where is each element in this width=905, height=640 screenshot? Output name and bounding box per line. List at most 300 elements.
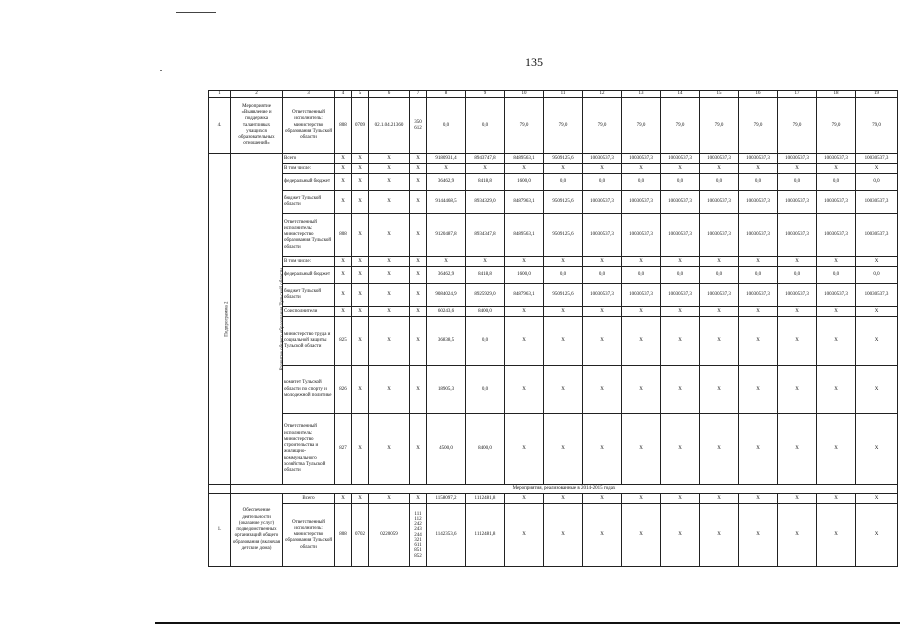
value-cell: 9509125,6 — [544, 284, 583, 307]
value-cell: 10030537,3 — [622, 191, 661, 214]
value-cell: 79,0 — [544, 98, 583, 154]
value-cell: Х — [856, 366, 898, 414]
value-cell: Х — [505, 317, 544, 366]
value-cell: 8489563,1 — [505, 154, 544, 164]
value-cell: 79,0 — [700, 98, 739, 154]
value-cell: 79,0 — [817, 98, 856, 154]
value-cell: 1600,0 — [505, 267, 544, 284]
row-label: Ответственный исполнитель: министерство строительства и жилищно-коммунального хозяйства Тульской области — [283, 414, 335, 485]
value-cell: Х — [856, 414, 898, 485]
column-number: 14 — [661, 91, 700, 98]
column-number: 16 — [739, 91, 778, 98]
value-cell: 0,0 — [466, 98, 505, 154]
column-number: 3 — [283, 91, 335, 98]
code-cell: 826 — [335, 366, 352, 414]
code-cell: 827 — [335, 414, 352, 485]
row-label: федеральный бюджет — [283, 174, 335, 191]
code-cell: Х — [369, 164, 410, 174]
value-cell: Х — [817, 164, 856, 174]
code-cell: Х — [352, 414, 369, 485]
value-cell: Х — [778, 164, 817, 174]
value-cell: 8418,8 — [466, 174, 505, 191]
value-cell: Х — [700, 317, 739, 366]
column-number: 15 — [700, 91, 739, 98]
value-cell: 79,0 — [778, 98, 817, 154]
value-cell: Х — [505, 307, 544, 317]
header-row — [209, 91, 898, 98]
value-cell: Х — [583, 494, 622, 504]
row-label: Ответственный исполнитель: министерство образования Тульской области — [283, 214, 335, 257]
value-cell: Х — [856, 317, 898, 366]
code-cell: Х — [369, 414, 410, 485]
column-number: 1 — [209, 91, 231, 98]
table-row — [209, 164, 898, 174]
value-cell: Х — [622, 366, 661, 414]
table-row — [209, 191, 898, 214]
value-cell: Х — [505, 257, 544, 267]
code-cell: Х — [410, 307, 427, 317]
value-cell: 10030537,3 — [661, 191, 700, 214]
value-cell: 8400,0 — [466, 414, 505, 485]
code-cell: 0702 — [352, 504, 369, 567]
value-cell: Х — [817, 366, 856, 414]
measure-name: Мероприятие «Выявление и поддержка талантливых учащихся образовательных отношений» — [231, 98, 283, 154]
value-cell: Х — [700, 504, 739, 567]
value-cell: Х — [700, 307, 739, 317]
value-cell: Х — [817, 307, 856, 317]
code-cell: 808 — [335, 504, 352, 567]
value-cell: Х — [661, 257, 700, 267]
value-cell: Х — [778, 317, 817, 366]
value-cell: Х — [583, 307, 622, 317]
code-cell: Х — [335, 494, 352, 504]
code-cell: Х — [352, 366, 369, 414]
value-cell: 10030537,3 — [778, 191, 817, 214]
row-label: бюджет Тульской области — [283, 284, 335, 307]
value-cell: 0,0 — [622, 267, 661, 284]
value-cell: Х — [817, 414, 856, 485]
code-cell: Х — [352, 284, 369, 307]
value-cell: 0,0 — [583, 267, 622, 284]
table-row — [209, 284, 898, 307]
value-cell: Х — [661, 414, 700, 485]
value-cell: Х — [661, 317, 700, 366]
value-cell: 10030537,3 — [700, 154, 739, 164]
value-cell: 10030537,3 — [739, 191, 778, 214]
code-list: 111 112 242 243 244 321 611 851 852 — [410, 504, 427, 567]
value-cell: 10030537,3 — [583, 214, 622, 257]
column-number: 6 — [369, 91, 410, 98]
executor-name: Ответственный исполнитель: министерство образования Тульской области — [283, 98, 335, 154]
code-cell: Х — [369, 366, 410, 414]
value-cell: Х — [778, 307, 817, 317]
row-label: В том числе: — [283, 257, 335, 267]
code-cell: Х — [410, 174, 427, 191]
code-cell: Х — [369, 257, 410, 267]
value-cell: 10030537,3 — [778, 154, 817, 164]
value-cell: Х — [739, 307, 778, 317]
value-cell: 10030537,3 — [583, 154, 622, 164]
value-cell: 10030537,3 — [817, 214, 856, 257]
code-cell: Х — [410, 414, 427, 485]
value-cell: 0,0 — [817, 174, 856, 191]
value-cell: Х — [739, 414, 778, 485]
value-cell: 0,0 — [739, 174, 778, 191]
code-cell: Х — [410, 284, 427, 307]
value-cell: Х — [739, 366, 778, 414]
value-cell: Х — [817, 504, 856, 567]
table-row — [209, 307, 898, 317]
value-cell: 0,0 — [661, 174, 700, 191]
value-cell: Х — [622, 307, 661, 317]
value-cell: Х — [505, 366, 544, 414]
value-cell: Х — [778, 257, 817, 267]
value-cell: 18905,3 — [427, 366, 466, 414]
value-cell: 10030537,3 — [700, 191, 739, 214]
code-cell: Х — [335, 257, 352, 267]
code-cell: Х — [352, 164, 369, 174]
table-row — [209, 267, 898, 284]
value-cell: 10030537,3 — [817, 191, 856, 214]
row-label: федеральный бюджет — [283, 267, 335, 284]
subprogram-name: Развитие общего образования Тульской области — [279, 268, 285, 371]
value-cell: Х — [583, 257, 622, 267]
value-cell: Х — [544, 366, 583, 414]
code-cell: Х — [369, 494, 410, 504]
table-row — [209, 98, 898, 154]
value-cell: 79,0 — [661, 98, 700, 154]
value-cell: Х — [778, 504, 817, 567]
value-cell: 60243,6 — [427, 307, 466, 317]
code-cell: Х — [352, 174, 369, 191]
code-cell: Х — [352, 267, 369, 284]
value-cell: 0,0 — [622, 174, 661, 191]
value-cell: 8487963,1 — [505, 191, 544, 214]
code-cell: Х — [352, 257, 369, 267]
code-cell: Х — [410, 214, 427, 257]
column-number: 7 — [410, 91, 427, 98]
table-row — [209, 494, 898, 504]
code-cell: Х — [335, 307, 352, 317]
value-cell: 10030537,3 — [739, 154, 778, 164]
value-cell: Х — [505, 164, 544, 174]
value-cell: Х — [856, 504, 898, 567]
value-cell: 10030537,3 — [661, 154, 700, 164]
value-cell: 10030537,3 — [778, 214, 817, 257]
code-cell: Х — [369, 284, 410, 307]
value-cell: Х — [544, 317, 583, 366]
value-cell: 10030537,3 — [583, 191, 622, 214]
row-number: 4. — [209, 98, 231, 154]
value-cell: Х — [505, 414, 544, 485]
row-label: комитет Тульской области по спорту и молодежной политике — [283, 366, 335, 414]
value-cell: Х — [544, 504, 583, 567]
value-cell: 0,0 — [466, 366, 505, 414]
executor-name: Ответственный исполнитель: министерство образования Тульской области — [283, 504, 335, 567]
table-row — [209, 257, 898, 267]
value-cell: Х — [700, 494, 739, 504]
value-cell: 10030537,3 — [817, 154, 856, 164]
code-cell: Х — [352, 307, 369, 317]
value-cell: Х — [739, 317, 778, 366]
table-row — [209, 366, 898, 414]
value-cell: Х — [622, 494, 661, 504]
value-cell: 0,0 — [544, 174, 583, 191]
value-cell: 10030537,3 — [856, 191, 898, 214]
code-cell: Х — [352, 494, 369, 504]
table-row — [209, 214, 898, 257]
column-number: 2 — [231, 91, 283, 98]
column-number: 12 — [583, 91, 622, 98]
value-cell: 1112481,8 — [466, 494, 505, 504]
value-cell: 1112481,8 — [466, 504, 505, 567]
value-cell: 10030537,3 — [817, 284, 856, 307]
value-cell: Х — [856, 307, 898, 317]
code-cell: Х — [369, 267, 410, 284]
value-cell: Х — [856, 164, 898, 174]
value-cell: Х — [739, 257, 778, 267]
value-cell: Х — [622, 257, 661, 267]
value-cell: 10030537,3 — [856, 154, 898, 164]
code-cell: Х — [335, 191, 352, 214]
value-cell: Х — [661, 366, 700, 414]
code-cell: Х — [352, 317, 369, 366]
column-number: 4 — [335, 91, 352, 98]
value-cell: 10030537,3 — [661, 284, 700, 307]
row-label: Соисполнители — [283, 307, 335, 317]
value-cell: 0,0 — [778, 267, 817, 284]
column-number: 11 — [544, 91, 583, 98]
row-label: бюджет Тульской области — [283, 191, 335, 214]
top-rule — [176, 12, 216, 13]
value-cell: 10030537,3 — [739, 214, 778, 257]
value-cell: Х — [778, 366, 817, 414]
value-cell: Х — [427, 164, 466, 174]
value-cell: 9084024,9 — [427, 284, 466, 307]
value-cell: 10030537,3 — [661, 214, 700, 257]
page-number: 135 — [525, 55, 543, 69]
value-cell: 8934347,8 — [466, 214, 505, 257]
value-cell: 10030537,3 — [856, 214, 898, 257]
value-cell: Х — [583, 504, 622, 567]
column-number: 17 — [778, 91, 817, 98]
value-cell: 10030537,3 — [583, 284, 622, 307]
code-cell: Х — [410, 154, 427, 164]
value-cell: 8934329,0 — [466, 191, 505, 214]
value-cell: 1142353,6 — [427, 504, 466, 567]
subprogram-label-cell — [209, 154, 231, 485]
value-cell: Х — [583, 317, 622, 366]
value-cell: 10030537,3 — [622, 214, 661, 257]
value-cell: Х — [544, 307, 583, 317]
value-cell: 79,0 — [622, 98, 661, 154]
value-cell: 8418,8 — [466, 267, 505, 284]
section-row — [209, 485, 898, 494]
code-cell: Х — [352, 191, 369, 214]
empty-cell — [209, 485, 231, 494]
value-cell: 36838,5 — [427, 317, 466, 366]
code-cell: 825 — [335, 317, 352, 366]
value-cell: Х — [544, 257, 583, 267]
code-cell: 808 — [335, 214, 352, 257]
value-cell: 0,0 — [661, 267, 700, 284]
value-cell: 4500,0 — [427, 414, 466, 485]
code-cell: 0220059 — [369, 504, 410, 567]
code-cell: 350 612 — [410, 98, 427, 154]
value-cell: Х — [622, 317, 661, 366]
value-cell: 0,0 — [583, 174, 622, 191]
code-cell: Х — [335, 164, 352, 174]
column-number: 18 — [817, 91, 856, 98]
budget-table — [208, 90, 898, 567]
value-cell: 9509125,6 — [544, 214, 583, 257]
value-cell: Х — [700, 366, 739, 414]
value-cell: Х — [622, 414, 661, 485]
value-cell: Х — [622, 164, 661, 174]
value-cell: 9180931,4 — [427, 154, 466, 164]
table-row — [209, 154, 898, 164]
measure-name: Обеспечение деятельности (оказание услуг) подведомственных организаций общего образования (включая детские дома) — [231, 494, 283, 567]
code-cell: Х — [410, 494, 427, 504]
code-cell: 02.1.04.21360 — [369, 98, 410, 154]
code-cell: Х — [369, 317, 410, 366]
value-cell: 8489563,1 — [505, 214, 544, 257]
value-cell: 36462,9 — [427, 267, 466, 284]
value-cell: Х — [583, 366, 622, 414]
code-cell: Х — [335, 154, 352, 164]
value-cell: 9509125,6 — [544, 191, 583, 214]
value-cell: 0,0 — [856, 174, 898, 191]
value-cell: Х — [817, 317, 856, 366]
value-cell: Х — [739, 164, 778, 174]
value-cell: 10030537,3 — [700, 214, 739, 257]
row-number: 1. — [209, 494, 231, 567]
value-cell: 8925929,0 — [466, 284, 505, 307]
row-label: министерство труда и социальной защиты Тульской области — [283, 317, 335, 366]
code-cell: 808 — [335, 98, 352, 154]
value-cell: Х — [661, 494, 700, 504]
column-number: 10 — [505, 91, 544, 98]
value-cell: Х — [583, 164, 622, 174]
code-cell: 0709 — [352, 98, 369, 154]
value-cell: 9509125,6 — [544, 154, 583, 164]
scan-speck — [160, 70, 162, 71]
value-cell: Х — [778, 414, 817, 485]
code-cell: Х — [410, 267, 427, 284]
value-cell: 0,0 — [856, 267, 898, 284]
value-cell: 1158097,2 — [427, 494, 466, 504]
code-cell: Х — [369, 307, 410, 317]
table-body — [209, 91, 898, 567]
value-cell: Х — [466, 164, 505, 174]
value-cell: 0,0 — [739, 267, 778, 284]
value-cell: Х — [544, 164, 583, 174]
value-cell: Х — [700, 164, 739, 174]
table-row — [209, 414, 898, 485]
value-cell: 0,0 — [817, 267, 856, 284]
code-cell: Х — [335, 174, 352, 191]
value-cell: Х — [856, 257, 898, 267]
value-cell: 9144468,5 — [427, 191, 466, 214]
row-label: В том числе: — [283, 164, 335, 174]
value-cell: Х — [466, 257, 505, 267]
value-cell: 10030537,3 — [739, 284, 778, 307]
section-title: Мероприятия, реализованные в 2014-2015 годах — [231, 485, 898, 494]
subprogram-label: Подпрограмма 2 — [224, 301, 230, 337]
code-cell: Х — [410, 366, 427, 414]
value-cell: 0,0 — [544, 267, 583, 284]
value-cell: 10030537,3 — [778, 284, 817, 307]
table-row — [209, 504, 898, 567]
code-cell: Х — [410, 257, 427, 267]
subprogram-name-cell — [231, 154, 283, 485]
value-cell: Х — [817, 257, 856, 267]
value-cell: 1600,0 — [505, 174, 544, 191]
value-cell: Х — [700, 257, 739, 267]
value-cell: Х — [661, 164, 700, 174]
value-cell: Х — [661, 504, 700, 567]
value-cell: 8943747,8 — [466, 154, 505, 164]
value-cell: 79,0 — [739, 98, 778, 154]
value-cell: 10030537,3 — [700, 284, 739, 307]
code-cell: Х — [352, 154, 369, 164]
value-cell: Х — [739, 504, 778, 567]
column-number: 8 — [427, 91, 466, 98]
row-label: Всего — [283, 494, 335, 504]
table-row — [209, 174, 898, 191]
code-cell: Х — [352, 214, 369, 257]
code-cell: Х — [369, 154, 410, 164]
value-cell: 36462,9 — [427, 174, 466, 191]
column-number: 9 — [466, 91, 505, 98]
value-cell: 8487963,1 — [505, 284, 544, 307]
code-cell: Х — [410, 164, 427, 174]
value-cell: 9120487,8 — [427, 214, 466, 257]
value-cell: Х — [739, 494, 778, 504]
value-cell: Х — [583, 414, 622, 485]
value-cell: Х — [661, 307, 700, 317]
value-cell: Х — [817, 494, 856, 504]
value-cell: 0,0 — [700, 267, 739, 284]
value-cell: Х — [427, 257, 466, 267]
code-cell: Х — [410, 317, 427, 366]
value-cell: 10030537,3 — [622, 154, 661, 164]
column-number: 13 — [622, 91, 661, 98]
code-cell: Х — [369, 174, 410, 191]
value-cell: 10030537,3 — [856, 284, 898, 307]
value-cell: Х — [700, 414, 739, 485]
code-cell: Х — [369, 214, 410, 257]
value-cell: 8400,0 — [466, 307, 505, 317]
value-cell: Х — [544, 414, 583, 485]
row-label: Всего — [283, 154, 335, 164]
value-cell: 79,0 — [505, 98, 544, 154]
bottom-rule — [155, 622, 900, 624]
table-row — [209, 317, 898, 366]
value-cell: Х — [505, 504, 544, 567]
value-cell: 0,0 — [700, 174, 739, 191]
value-cell: 0,0 — [427, 98, 466, 154]
value-cell: Х — [544, 494, 583, 504]
value-cell: 79,0 — [583, 98, 622, 154]
value-cell: 0,0 — [778, 174, 817, 191]
value-cell: 0,0 — [466, 317, 505, 366]
column-number: 19 — [856, 91, 898, 98]
value-cell: 79,0 — [856, 98, 898, 154]
column-number: 5 — [352, 91, 369, 98]
code-cell: Х — [335, 284, 352, 307]
code-cell: Х — [410, 191, 427, 214]
